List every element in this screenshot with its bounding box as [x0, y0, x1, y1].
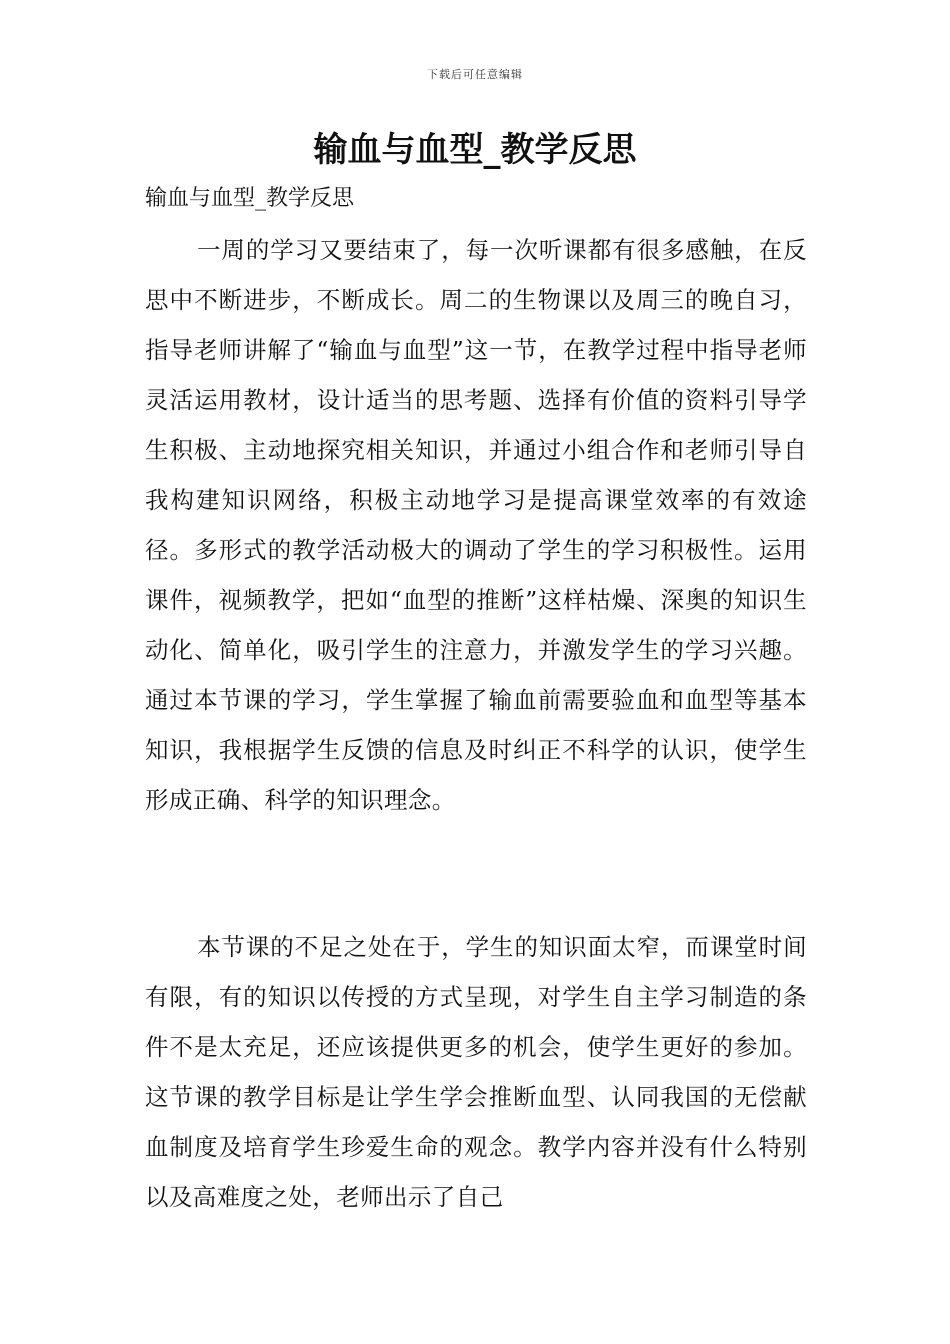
document-title: 输血与血型_教学反思: [313, 130, 637, 170]
document-subtitle: 输血与血型_教学反思: [145, 186, 355, 211]
header-note: 下载后可任意编辑: [427, 68, 523, 81]
body-paragraph-1: 一周的学习又要结束了，每一次听课都有很多感触，在反思中不断进步，不断成长。周二的生物课以及周三的晚自习，指导老师讲解了“输血与血型”这一节，在教学过程中指导老师灵活运用教材，设计适当的思考题、选择有价值的资料引导学生积极、主动地探究相关知识，并通过小组合作和老师引导自我构建知识网络，积极主动地学习是提高课堂效率的有效途径。多形式的教学活动极大的调动了学生的学习积极性。运用课件，视频教学，把如“血型的推断”这样枯燥、深奥的知识生动化、简单化，吸引学生的注意力，并激发学生的学习兴趣。通过本节课的学习，学生掌握了输血前需要验血和血型等基本知识，我根据学生反馈的信息及时纠正不科学的认识，使学生形成正确、科学的知识理念。: [145, 236, 807, 814]
body-paragraph-2: 本节课的不足之处在于，学生的知识面太窄，而课堂时间有限，有的知识以传授的方式呈现，对学生自主学习制造的条件不是太充足，还应该提供更多的机会，使学生更好的参加。这节课的教学目标是让学生学会推断血型、认同我国的无偿献血制度及培育学生珍爱生命的观念。教学内容并没有什么特别以及高难度之处，老师出示了自己: [145, 933, 807, 1211]
